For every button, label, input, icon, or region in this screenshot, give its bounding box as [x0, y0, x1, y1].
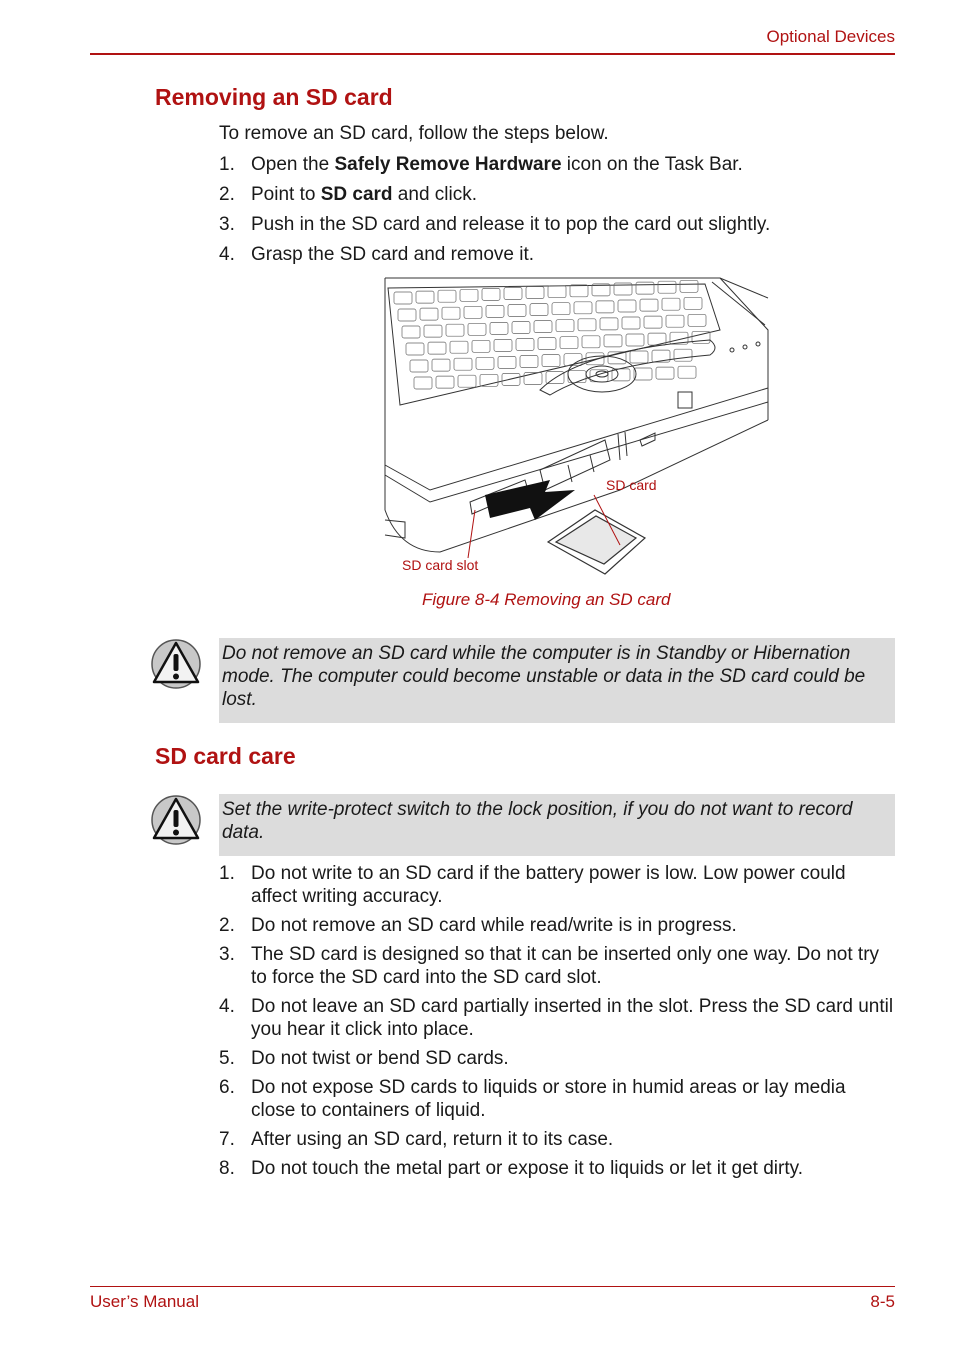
item-number: 1. [219, 863, 235, 884]
keyboard-key [460, 289, 478, 301]
footer-manual-title: User’s Manual [90, 1292, 199, 1311]
item-number: 2. [219, 915, 235, 936]
keyboard-key [556, 320, 574, 332]
care-list [219, 862, 895, 1180]
keyboard-key [406, 343, 424, 355]
keyboard-key [402, 326, 420, 338]
item-number: 4. [219, 996, 235, 1017]
palmrest-edge [385, 388, 768, 490]
keyboard-key [538, 338, 556, 350]
item-text: Do not twist or bend SD cards. [251, 1048, 509, 1069]
caution-text: Do not remove an SD card while the computer is in Standby or Hibernation mode. The computer could become unstable or data in the SD card could be lost. [222, 643, 866, 710]
caution-icon [150, 638, 202, 690]
step-text: Point to [251, 184, 321, 205]
keyboard-key [630, 351, 648, 363]
keyboard-key [508, 305, 526, 317]
keyboard-key [680, 280, 698, 292]
footer-rule [90, 1286, 895, 1287]
keyboard-key [684, 297, 702, 309]
keyboard-key [674, 349, 692, 361]
removal-steps-list [219, 153, 770, 266]
page-number: 8-5 [870, 1292, 895, 1311]
list-item [219, 1076, 895, 1122]
keyboard-key [476, 357, 494, 369]
figure-caption: Figure 8-4 Removing an SD card [422, 590, 671, 609]
keyboard-key [494, 339, 512, 351]
list-item [219, 183, 770, 206]
keyboard-key [604, 335, 622, 347]
list-item [219, 943, 895, 989]
keyboard-key [410, 360, 428, 372]
keyboard-key [578, 319, 596, 331]
step-text: icon on the Task Bar. [561, 154, 743, 175]
caution-note-write-protect [219, 794, 895, 856]
keyboard-key [454, 358, 472, 370]
keyboard-key [436, 376, 454, 388]
removing-sd-card-heading: Removing an SD card [155, 84, 393, 110]
item-text: Do not leave an SD card partially inserted in the slot. Press the SD card until you hear it click into place. [251, 996, 894, 1040]
item-text: Do not remove an SD card while read/write is in progress. [251, 915, 737, 936]
touchpad-bar [540, 340, 715, 395]
keyboard-key [420, 308, 438, 320]
list-item [219, 1157, 895, 1180]
keyboard-key [512, 322, 530, 334]
keyboard-key [560, 337, 578, 349]
keyboard-key [446, 324, 464, 336]
list-item [219, 862, 895, 908]
step-text: and click. [392, 184, 478, 205]
label-sd-card: SD card [606, 477, 657, 493]
item-text: Do not expose SD cards to liquids or store in humid areas or lay media close to containers of liquid. [251, 1077, 846, 1121]
item-number: 5. [219, 1048, 235, 1069]
keyboard-key [552, 303, 570, 315]
sd-card-care-heading: SD card care [155, 743, 296, 769]
keyboard-key [582, 336, 600, 348]
header-rule [90, 53, 895, 55]
keyboard-key [442, 307, 460, 319]
item-text: Do not write to an SD card if the battery power is low. Low power could affect writing accuracy. [251, 863, 846, 907]
keyboard-key [542, 355, 560, 367]
keyboard-key [498, 356, 516, 368]
keyboard-key [574, 302, 592, 314]
keyboard-key [472, 340, 490, 352]
keyboard-key [468, 323, 486, 335]
step-bold: Safely Remove Hardware [334, 154, 562, 175]
step-number: 3. [219, 214, 235, 235]
item-number: 6. [219, 1077, 235, 1098]
keyboard-key [644, 316, 662, 328]
keyboard-key [458, 375, 476, 387]
sd-card-removal-illustration [380, 270, 780, 580]
keyboard-key [482, 288, 500, 300]
keyboard-key [534, 321, 552, 333]
keyboard-key [634, 368, 652, 380]
indicator-led [730, 348, 734, 352]
keyboard-key [428, 342, 446, 354]
keyboard-key [600, 318, 618, 330]
item-text: The SD card is designed so that it can be inserted only one way. Do not try to force the SD card into the SD card slot. [251, 944, 880, 988]
keyboard-key [464, 306, 482, 318]
list-item [219, 914, 895, 937]
keyboard-key [490, 322, 508, 334]
keyboard-key [666, 315, 684, 327]
item-number: 3. [219, 944, 235, 965]
leader-line-sd-card-slot [468, 510, 475, 558]
keyboard-key [520, 356, 538, 368]
keyboard-key [570, 285, 588, 297]
keyboard-key [548, 286, 566, 298]
caution-icon [150, 794, 202, 846]
step-number: 1. [219, 154, 235, 175]
step-number: 2. [219, 184, 235, 205]
list-item [219, 243, 770, 266]
keyboard-key [678, 366, 696, 378]
keyboard-key [432, 359, 450, 371]
laptop-top-edge [385, 278, 768, 298]
front-port [618, 432, 627, 460]
list-item [219, 995, 895, 1041]
indicator-led [743, 345, 747, 349]
step-bold: SD card [320, 184, 393, 205]
keyboard-key [530, 304, 548, 316]
step-text: Open the [251, 154, 335, 175]
list-item [219, 213, 770, 236]
keyboard-key [450, 341, 468, 353]
keyboard-key [438, 290, 456, 302]
side-bevel [712, 282, 765, 325]
side-switch [678, 392, 692, 408]
keyboard-key [622, 317, 640, 329]
keyboard-key [516, 339, 534, 351]
removing-intro: To remove an SD card, follow the steps below. [219, 123, 609, 144]
front-edge [385, 402, 768, 502]
keyboard-key [414, 377, 432, 389]
item-number: 7. [219, 1129, 235, 1150]
removal-arrow [485, 480, 575, 520]
keyboard-key [394, 292, 412, 304]
indicator-led [756, 342, 760, 346]
caution-note-standby [219, 638, 895, 723]
step-text: Grasp the SD card and remove it. [251, 244, 535, 265]
item-text: Do not touch the metal part or expose it to liquids or let it get dirty. [251, 1158, 803, 1179]
item-text: After using an SD card, return it to its case. [251, 1129, 614, 1150]
step-text: Push in the SD card and release it to pop the card out slightly. [251, 214, 771, 235]
keyboard-key [526, 287, 544, 299]
keyboard-key [662, 298, 680, 310]
label-sd-card-slot: SD card slot [402, 557, 479, 573]
keyboard-key [658, 281, 676, 293]
caution-text: Set the write-protect switch to the lock position, if you do not want to record data. [222, 799, 853, 843]
keyboard-key [504, 288, 522, 300]
running-header: Optional Devices [766, 27, 895, 46]
keyboard-key [424, 325, 442, 337]
front-bay [540, 440, 610, 490]
list-item [219, 1128, 895, 1151]
keyboard-keys [394, 280, 710, 389]
keyboard-key [486, 305, 504, 317]
keyboard-key [636, 282, 654, 294]
list-item [219, 153, 770, 176]
keyboard-key [596, 301, 614, 313]
keyboard-key [626, 334, 644, 346]
keyboard-key [398, 309, 416, 321]
keyboard-key [688, 314, 706, 326]
front-port-2 [640, 433, 655, 446]
keyboard-key [656, 367, 674, 379]
step-number: 4. [219, 244, 235, 265]
keyboard-key [416, 291, 434, 303]
keyboard-key [618, 300, 636, 312]
keyboard-key [640, 299, 658, 311]
item-number: 8. [219, 1158, 235, 1179]
list-item [219, 1047, 895, 1070]
